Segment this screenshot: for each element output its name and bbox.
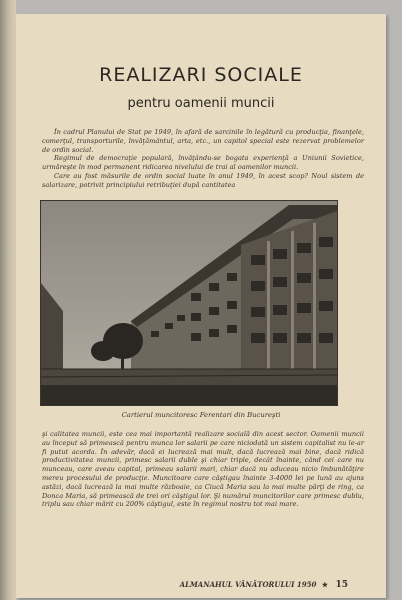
publication-name: ALMANAHUL VÂNĂTORULUI 1950 bbox=[179, 580, 317, 589]
article-subtitle: pentru oamenii muncii bbox=[127, 96, 275, 111]
housing-photo bbox=[40, 200, 338, 406]
page-footer bbox=[180, 580, 348, 590]
intro-paragraph: În cadrul Planului de Stat pe 1949, în afară de sarcinile în legătură cu producţia, finanţele, comerţul, transporturile, învăţământul, arta, etc., un capitol special este rezervat problemelor de ordin social. bbox=[42, 128, 364, 154]
page-number: 15 bbox=[335, 580, 348, 590]
article-title: REALIZARI SOCIALE bbox=[99, 64, 303, 86]
intro-paragraph: Regimul de democraţie populară, învăţându-se bogata experienţă a Uniunii Sovietice, urmăreşte în mod permanent ridicarea nivelului de trai al oamenilor muncii. bbox=[42, 154, 364, 172]
intro-text bbox=[42, 128, 364, 190]
star-icon: ★ bbox=[321, 580, 329, 589]
photo-caption: Cartierul muncitoresc Ferentari din Bucureşti bbox=[121, 411, 281, 419]
intro-paragraph: Care au fost măsurile de ordin social luate în anul 1949, în acest scop? Noul sistem de salarizare, potrivit principiului retribuţiei după cantitatea bbox=[42, 171, 364, 189]
book-page bbox=[16, 14, 386, 598]
previous-page-edge bbox=[0, 0, 16, 600]
body-text bbox=[42, 430, 364, 509]
body-paragraph: şi calitatea muncii, este cea mai importantă realizare socială din acest sector. Oamenii muncii au început să primească pentru munca lor salarii pe care niciodată un sistem capitalist nu le-ar fi putut acorda. În adevăr, dacă ei lucrează mai mult, dacă lucrează mai bine, dacă ridică productivitatea muncii, primesc salarii duble şi chiar triple, decât înainte, când cei care nu munceau, care aveau capital, primeau salarii mari, chiar dacă nu aduceau nicio îmbunătăţire mereu procesului de producţie. Muncitoare care câştigau înainte 3-4000 lei pe lună au ajuns astăzi, dacă lucrează la mai multe războaie, ca Ciucă Maria sau la mai multe părţi de ring, ca Donca Maria, să primească de trei ori câştigul lor. Şi numărul muncitorilor care primesc dublu, triplu sau chiar mărit cu 200% câştigul, este în regimul nostru tot mai mare. bbox=[42, 430, 364, 509]
